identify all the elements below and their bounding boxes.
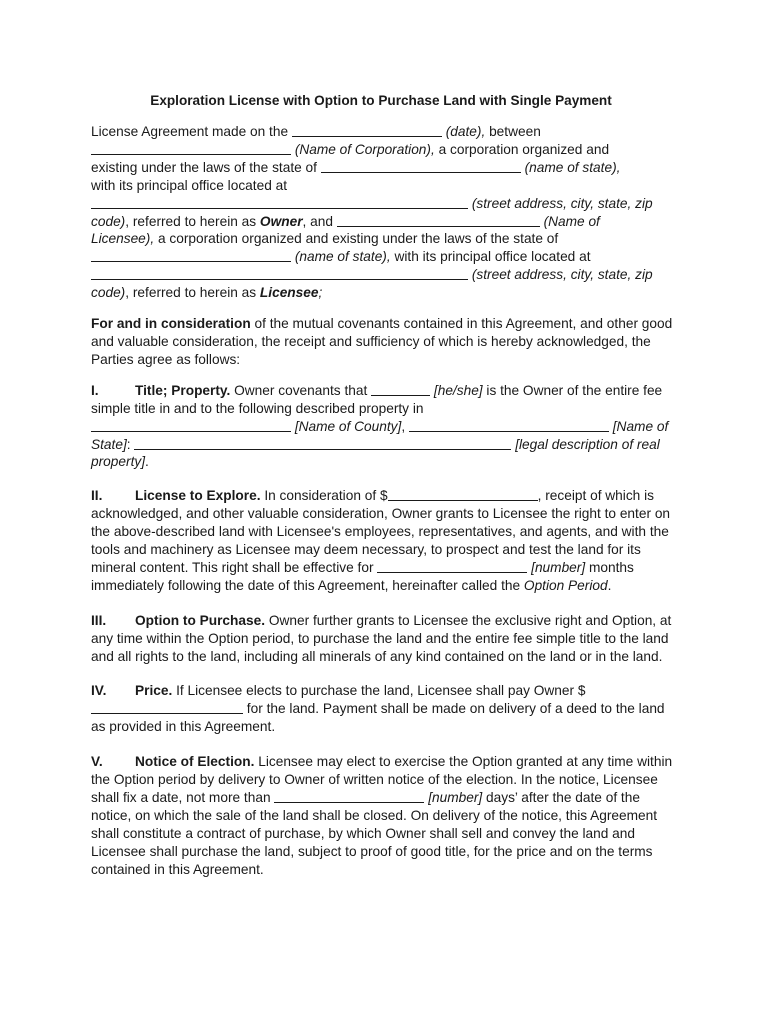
preamble-semicolon: ; — [318, 285, 323, 301]
consideration-paragraph — [91, 315, 681, 369]
days-blank[interactable] — [274, 789, 424, 803]
preamble-text: , referred to herein as — [125, 213, 260, 229]
preamble-text: a corporation organized and — [434, 141, 610, 157]
preamble-text: existing under the laws of the state of — [91, 159, 321, 175]
date-blank[interactable] — [292, 123, 442, 137]
preamble-text: a corporation organized and existing under the laws of the state of — [154, 231, 559, 247]
county-hint: [Name of County] — [294, 418, 402, 434]
section-3 — [91, 612, 681, 666]
preamble-paragraph — [91, 123, 681, 302]
owner-state-hint: (name of state), — [524, 159, 621, 175]
section-number: IV. — [91, 683, 107, 699]
state-blank[interactable] — [409, 418, 609, 432]
owner-address-blank[interactable] — [91, 195, 468, 209]
section-text: If Licensee elects to purchase the land, Licensee shall pay Owner $ — [172, 683, 586, 699]
section-text: is the Owner of the entire fee simple title in and to the following described property in — [91, 382, 663, 416]
owner-state-blank[interactable] — [321, 159, 521, 173]
legal-description-blank[interactable] — [134, 436, 511, 450]
section-5 — [91, 753, 681, 878]
preamble-text: with its principal office located at — [91, 177, 288, 193]
owner-address-hint: (street address, city, state, zip — [471, 195, 653, 211]
licensee-state-blank[interactable] — [91, 248, 291, 262]
owner-address-hint-end: code) — [91, 213, 126, 229]
section-text: : — [126, 436, 135, 452]
section-text: days’ after the date of the notice, on which the sale of the land shall be closed. On delivery of the notice, this Agreement shall constitute a contract of purchase, by which Owner shall sell and convey the land and Licensee shall purchase the land, subject to proof of good title, for the price and on the terms contained in this Agreement. — [91, 790, 658, 877]
section-text: , receipt of which is acknowledged, and other valuable consideration, Owner grants to Licensee the right to enter on the above-described land with Licensee's employees, representatives, and agents, and with the tools and machinery as Licensee may deem necessary, to prospect and test the land for its mineral content. This right shall be effective for — [91, 488, 671, 575]
licensee-address-hint: (street address, city, state, zip — [471, 267, 653, 283]
section-4 — [91, 682, 681, 736]
section-text: In consideration of $ — [260, 488, 388, 504]
preamble-text: , referred to herein as — [125, 285, 260, 301]
section-heading: Title; Property. — [135, 382, 231, 398]
section-text: . — [145, 454, 149, 470]
consideration-lead: For and in consideration — [91, 316, 251, 332]
consideration-text: of the mutual covenants contained in this Agreement, and other good and valuable consideration, the receipt and sufficiency of which is hereby acknowledged, the Parties agree as follows: — [91, 316, 673, 367]
licensee-address-blank[interactable] — [91, 266, 468, 280]
section-heading: Notice of Election. — [135, 754, 255, 770]
licensee-term: Licensee — [259, 285, 319, 301]
months-hint: [number] — [531, 559, 586, 575]
preamble-text: with its principal office located at — [390, 249, 591, 265]
preamble-text: between — [485, 124, 541, 139]
licensee-name-hint: (Name of — [543, 213, 600, 229]
corporation-name-blank[interactable] — [91, 141, 291, 155]
section-text: , — [401, 418, 409, 434]
section-number: I. — [91, 382, 99, 398]
section-number: V. — [91, 754, 103, 770]
days-hint: [number] — [428, 790, 483, 805]
owner-term: Owner — [259, 213, 303, 229]
state-hint: [Name of State] — [91, 418, 669, 452]
corporation-name-hint: (Name of Corporation), — [294, 141, 435, 157]
date-hint: (date), — [445, 124, 486, 139]
section-1 — [91, 382, 681, 472]
licensee-state-hint: (name of state), — [294, 249, 391, 265]
preamble-text: , and — [302, 213, 337, 229]
section-text: Licensee may elect to exercise the Option granted at any time within the Option period by delivery to Owner of written notice of the election. In the notice, Licensee shall fix a date, not more than — [91, 754, 673, 805]
section-text: for the land. Payment shall be made on delivery of a deed to the land as provided in this Agreement. — [91, 701, 665, 735]
section-text: Owner covenants that — [230, 382, 372, 398]
section-2 — [91, 487, 681, 594]
licensee-name-hint-end: Licensee), — [91, 231, 155, 247]
section-text: Owner further grants to Licensee the exclusive right and Option, at any time within the Option period, to purchase the land and the entire fee simple title to the land and all rights to the land, including all minerals of any kind contained on the land or in the land. — [91, 612, 672, 664]
legal-description-hint: [legal description of real property] — [91, 436, 660, 470]
county-blank[interactable] — [91, 418, 291, 432]
licensee-address-hint-end: code) — [91, 285, 126, 301]
consideration-amount-blank[interactable] — [388, 487, 538, 501]
preamble-text: License Agreement made on the — [91, 124, 292, 139]
section-heading: Price. — [135, 683, 173, 699]
section-text: months immediately following the date of this Agreement, hereinafter called the — [91, 559, 634, 593]
option-period-term: Option Period — [523, 577, 608, 593]
section-number: II. — [91, 488, 103, 504]
section-heading: License to Explore. — [135, 488, 261, 504]
section-number: III. — [91, 612, 107, 628]
document-page — [91, 93, 681, 879]
price-blank[interactable] — [91, 700, 243, 714]
document-title: Exploration License with Option to Purchase Land with Single Payment — [150, 93, 612, 108]
pronoun-blank[interactable] — [371, 382, 430, 396]
months-blank[interactable] — [377, 559, 527, 573]
pronoun-hint: [he/she] — [433, 382, 483, 398]
section-text: . — [607, 577, 612, 593]
section-heading: Option to Purchase. — [135, 612, 266, 628]
licensee-name-blank[interactable] — [337, 213, 540, 227]
